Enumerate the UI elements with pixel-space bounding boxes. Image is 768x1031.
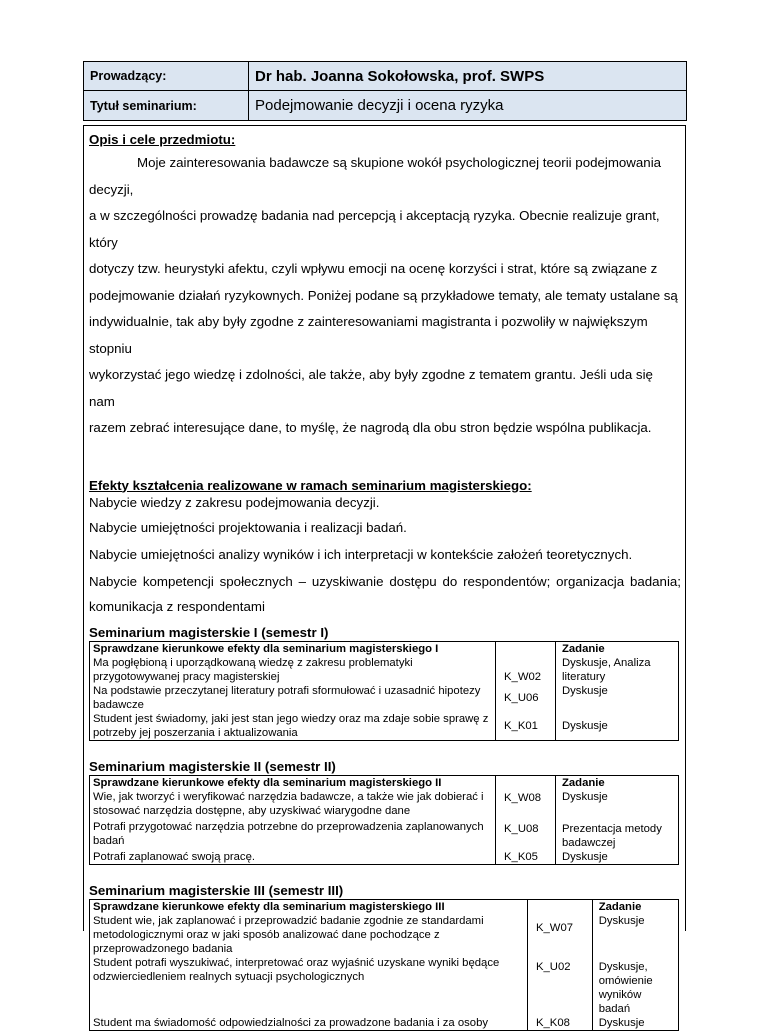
content: [89, 131, 681, 1031]
sem2-title: Seminarium magisterskie II (semestr II): [89, 758, 336, 774]
description-line: podejmowanie działań ryzykownych. Poniżej podane są przykładowe tematy, ale tematy ustalane są: [89, 287, 678, 303]
description-line: razem zebrać interesujące dane, to myślę, że nagrodą dla obu stron będzie wspólna publikacja.: [89, 420, 652, 435]
sem1-code: K_U06: [496, 684, 556, 712]
sem3-code: K_U02: [527, 956, 592, 1016]
sem1-col-header: Sprawdzane kierunkowe efekty dla seminarium magisterskiego I: [90, 641, 496, 656]
sem3-table: [89, 899, 679, 1031]
sem1-effect: Ma pogłębioną i uporządkowaną wiedzę z zakresu problematyki przygotowywanej pracy magisterskiej: [90, 656, 496, 684]
sem1-task: Dyskusje: [556, 712, 679, 741]
sem3-title: Seminarium magisterskie III (semestr III): [89, 882, 344, 898]
outcome-item: Nabycie umiejętności projektowania i realizacji badań.: [89, 519, 407, 535]
sem2-table: [89, 775, 679, 865]
sem1-title: Seminarium magisterskie I (semestr I): [89, 624, 329, 640]
sem2-effect: Potrafi przygotować narzędzia potrzebne do przeprowadzenia zaplanowanych badań: [90, 820, 496, 850]
sem2-effect: Wie, jak tworzyć i weryfikować narzędzia badawcze, a także wie jak dobierać i stosować narzędzia dostępne, aby uzyskiwać wiarygodne dane: [90, 790, 496, 820]
sem3-col-header: Sprawdzane kierunkowe efekty dla seminarium magisterskiego III: [90, 899, 528, 914]
sem1-effect: Na podstawie przeczytanej literatury potrafi sformułować i uzasadnić hipotezy badawcze: [90, 684, 496, 712]
outcomes-heading: Efekty kształcenia realizowane w ramach seminarium magisterskiego:: [89, 477, 532, 493]
sem3-code: K_K08: [527, 1016, 592, 1031]
sem2-code: K_U08: [496, 820, 556, 850]
sem3-effect: Student potrafi wyszukiwać, interpretować oraz wyjaśnić uzyskane wyniki będące odzwierciedleniem realnych sytuacji psychologicznych: [90, 956, 528, 1016]
outcome-item: komunikacja z respondentami: [89, 598, 265, 614]
sem1-effect: Student jest świadomy, jaki jest stan jego wiedzy oraz ma zdaje sobie sprawę z potrzeby jej poszerzania i aktualizowania: [90, 712, 496, 741]
description-line: wykorzystać jego wiedzę i zdolności, ale także, aby były zgodne z tematem grantu. Jeśli uda się nam: [89, 367, 653, 409]
seminar-title-label: Tytuł seminarium:: [84, 91, 249, 121]
outcome-item: Nabycie wiedzy z zakresu podejmowania decyzji.: [89, 494, 380, 510]
instructor-label: Prowadzący:: [84, 62, 249, 91]
description-heading: Opis i cele przedmiotu:: [89, 132, 236, 147]
outcome-item: Nabycie kompetencji społecznych – uzyskiwanie dostępu do respondentów; organizacja badania;: [89, 573, 681, 589]
sem1-task-header: Zadanie: [556, 641, 679, 656]
sem2-task: Prezentacja metody badawczej: [556, 820, 679, 850]
sem3-code: K_W07: [527, 899, 592, 956]
instructor-value: Dr hab. Joanna Sokołowska, prof. SWPS: [249, 62, 687, 91]
sem3-task: Dyskusje: [592, 914, 678, 956]
sem2-task: Dyskusje: [556, 850, 679, 865]
description-line: dotyczy tzw. heurystyki afektu, czyli wpływu emocji na ocenę korzyści i strat, które są związane z: [89, 261, 658, 276]
description-line: indywidualnie, tak aby były zgodne z zainteresowaniami magistranta i pozwoliły w największym stopniu: [89, 314, 648, 356]
header-table: [83, 61, 687, 121]
description-line: Moje zainteresowania badawcze są skupione wokół psychologicznej teorii podejmowania decyzji,: [89, 155, 662, 197]
sem2-task: Dyskusje: [556, 790, 679, 820]
sem2-effect: Potrafi zaplanować swoją pracę.: [90, 850, 496, 865]
sem2-code: K_K05: [496, 850, 556, 865]
description-body: [89, 150, 681, 442]
sem3-effect: Student wie, jak zaplanować i przeprowadzić badanie zgodnie ze standardami metodologicznymi oraz w jaki sposób analizować dane pochodzące z przeprowadzonego badania: [90, 914, 528, 956]
sem3-effect: Student ma świadomość odpowiedzialności za prowadzone badania i za osoby: [90, 1016, 528, 1031]
sem1-code: K_K01: [496, 712, 556, 741]
sem3-task-header: Zadanie: [592, 899, 678, 914]
seminar-title-value: Podejmowanie decyzji i ocena ryzyka: [249, 91, 687, 121]
outcome-item: Nabycie umiejętności analizy wyników i ich interpretacji w kontekście założeń teoretycznych.: [89, 546, 633, 562]
sem1-code: K_W02: [496, 641, 556, 684]
sem1-table: [89, 641, 679, 741]
sem1-task: Dyskusje, Analiza literatury: [556, 656, 679, 684]
sem3-task: Dyskusje: [592, 1016, 678, 1031]
sem2-task-header: Zadanie: [556, 775, 679, 790]
sem2-code: K_W08: [496, 775, 556, 820]
sem3-task: Dyskusje, omówienie wyników badań: [592, 956, 678, 1016]
sem2-col-header: Sprawdzane kierunkowe efekty dla seminarium magisterskiego II: [90, 775, 496, 790]
description-line: a w szczególności prowadzę badania nad percepcją i akceptacją ryzyka. Obecnie realizuje grant, który: [89, 208, 660, 250]
sem1-task: Dyskusje: [556, 684, 679, 712]
